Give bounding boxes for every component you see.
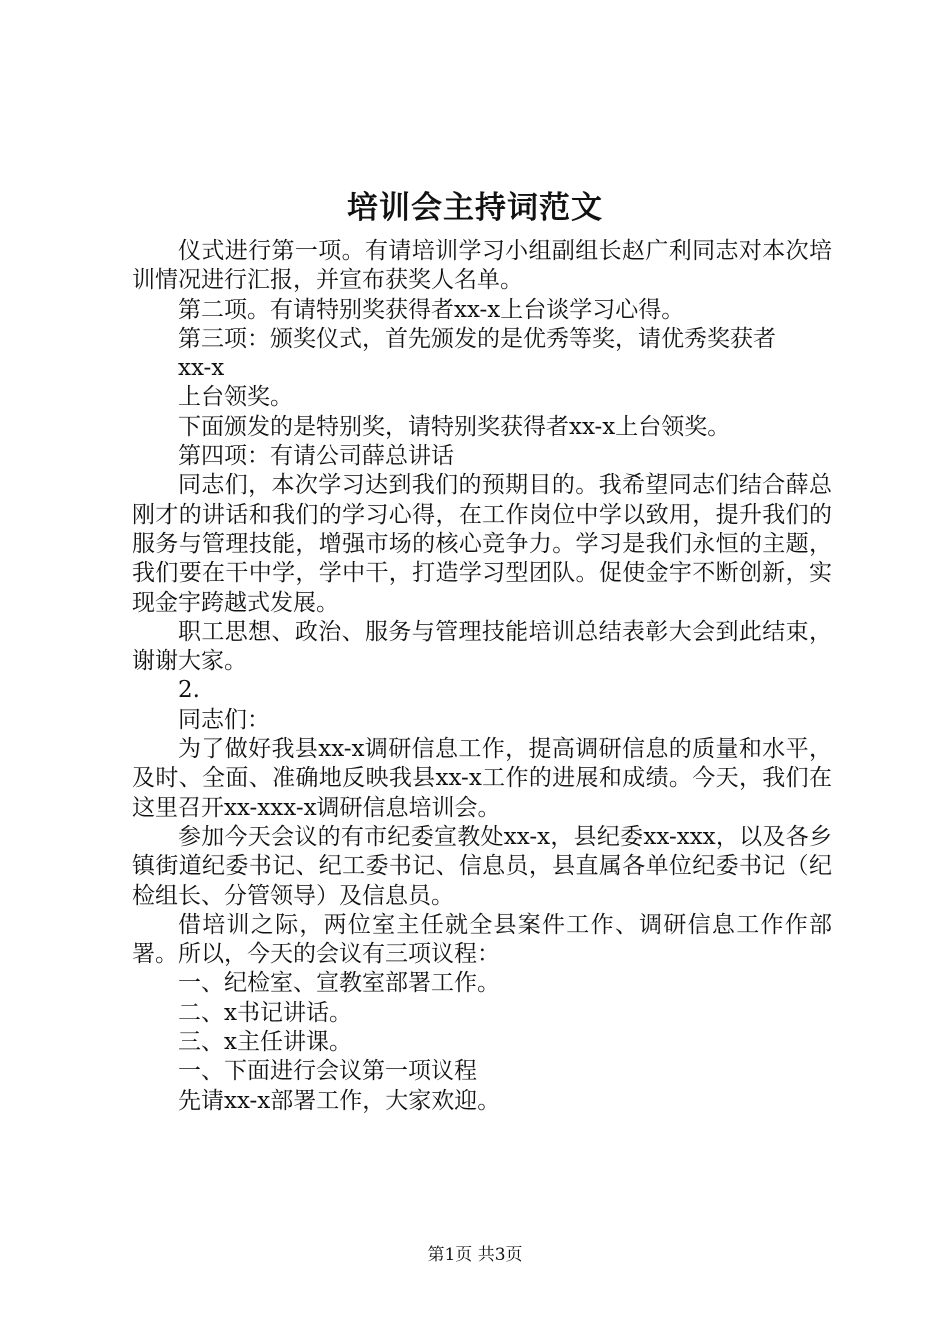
paragraph: 上台领奖。 (178, 384, 293, 411)
paragraph: 借培训之际，两位室主任就全县案件工作、调研信息工作作部署。所以，今天的会议有三项议程： (132, 911, 832, 968)
paragraph: 第三项：颁奖仪式，首先颁发的是优秀等奖，请优秀奖获者 (178, 325, 776, 352)
paragraph: 第四项：有请公司薛总讲话 (178, 443, 454, 470)
paragraph: 同志们，本次学习达到我们的预期目的。我希望同志们结合薛总刚才的讲话和我们的学习心得，在工作岗位中学以致用，提升我们的服务与管理技能，增强市场的核心竞争力。学习是我们永恒的主题，我们要在干中学，学中干，打造学习型团队。促使金宇不断创新，实现金宇跨越式发展。 (132, 472, 832, 616)
document-title: 培训会主持词范文 (347, 190, 603, 226)
paragraph: 同志们： (178, 706, 270, 733)
paragraph: 先请xx-x部署工作，大家欢迎。 (178, 1087, 501, 1114)
paragraph: 二、x书记讲话。 (178, 999, 352, 1026)
paragraph: 一、纪检室、宣教室部署工作。 (178, 970, 500, 997)
paragraph: 参加今天会议的有市纪委宣教处xx-x，县纪委xx-xxx，以及各乡镇街道纪委书记、纪工委书记、信息员，县直属各单位纪委书记（纪检组长、分管领导）及信息员。 (132, 823, 832, 909)
paragraph: 仪式进行第一项。有请培训学习小组副组长赵广利同志对本次培训情况进行汇报，并宣布获奖人名单。 (132, 238, 832, 294)
paragraph: 职工思想、政治、服务与管理技能培训总结表彰大会到此结束，谢谢大家。 (132, 618, 832, 675)
paragraph: 2. (178, 677, 200, 704)
paragraph: 第二项。有请特别奖获得者xx-x上台谈学习心得。 (178, 296, 685, 323)
paragraph: 为了做好我县xx-x调研信息工作，提高调研信息的质量和水平，及时、全面、准确地反映我县xx-x工作的进展和成绩。今天，我们在这里召开xx-xxx-x调研信息培训会。 (132, 736, 832, 821)
document-body (132, 237, 832, 1116)
paragraph: xx-x (178, 355, 225, 382)
page-footer: 第1页 共3页 (427, 1245, 523, 1265)
paragraph: 三、x主任讲课。 (178, 1029, 352, 1056)
paragraph: 一、下面进行会议第一项议程 (178, 1058, 477, 1085)
paragraph: 下面颁发的是特别奖，请特别奖获得者xx-x上台领奖。 (178, 413, 731, 440)
